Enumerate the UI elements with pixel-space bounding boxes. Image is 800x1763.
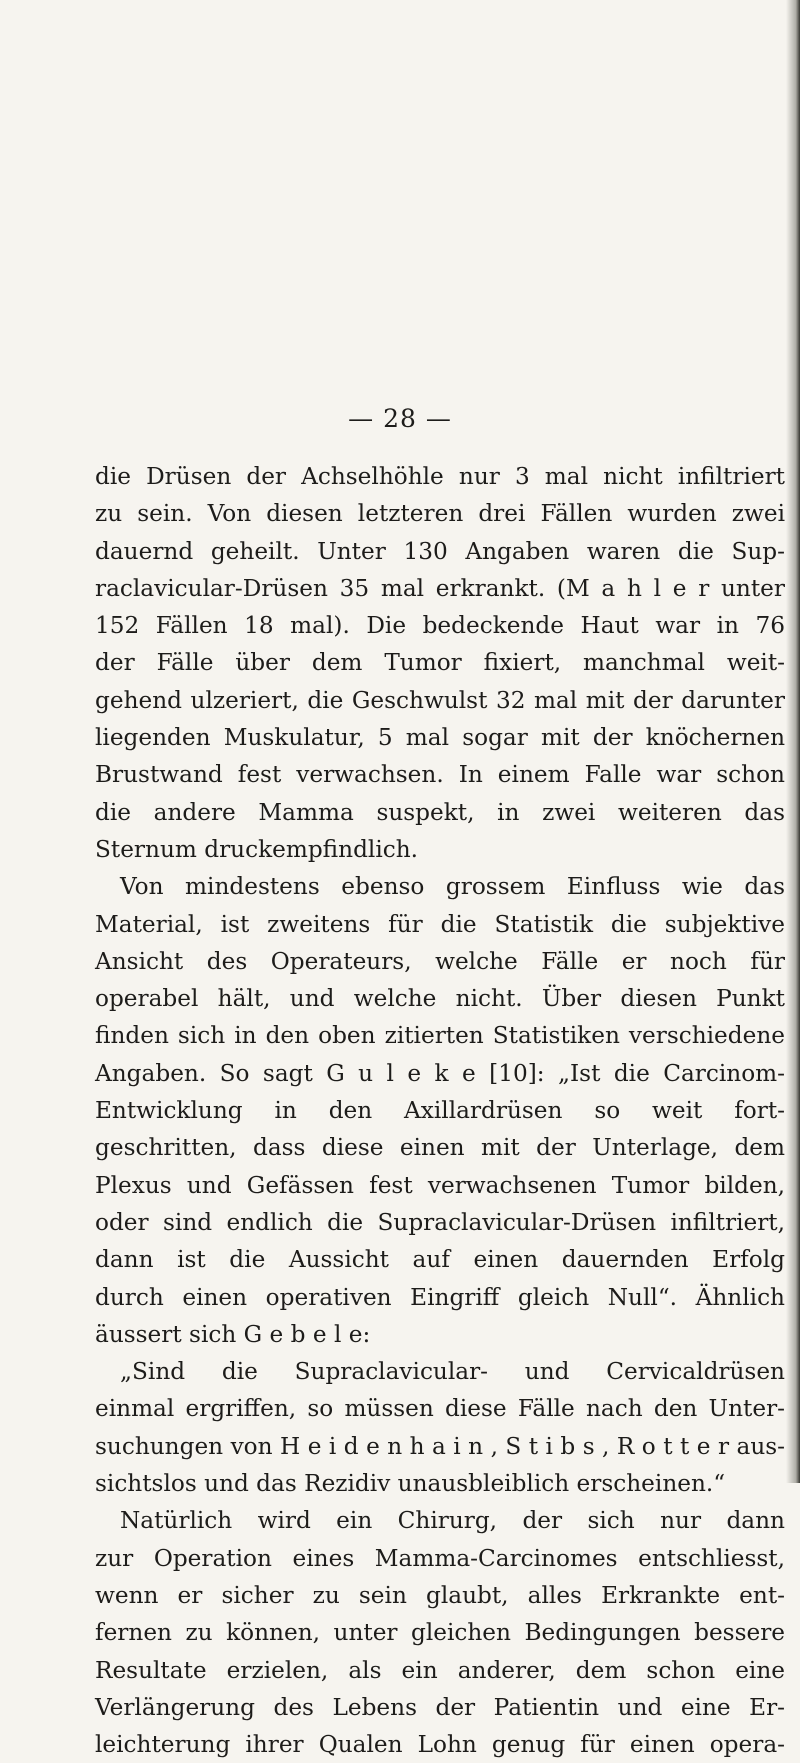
text-line: die Drüsen der Achselhöhle nur 3 mal nicht infiltriert	[95, 463, 785, 490]
text-line: die andere Mamma suspekt, in zwei weiteren das	[95, 798, 785, 826]
text-line: raclavicular-Drüsen 35 mal erkrankt. (M a h l e r unter	[95, 574, 785, 602]
text-line: dann ist die Aussicht auf einen dauernden Erfolg	[95, 1246, 785, 1274]
text-line: liegenden Muskulatur, 5 mal sogar mit der knöchernen	[95, 724, 785, 752]
text-line: fernen zu können, unter gleichen Bedingungen bessere	[95, 1619, 785, 1647]
text-line: sichtslos und das Rezidiv unausbleiblich erscheinen.“	[95, 1470, 726, 1498]
text-line: dauernd geheilt. Unter 130 Angaben waren die Sup-	[95, 537, 785, 565]
text-line: zu sein. Von diesen letzteren drei Fällen wurden zwei	[95, 500, 785, 528]
text-line: Material, ist zweitens für die Statistik die subjektive	[95, 910, 785, 938]
text-line: gehend ulzeriert, die Geschwulst 32 mal mit der darunter	[95, 686, 785, 714]
body-text	[95, 458, 785, 1763]
text-line: finden sich in den oben zitierten Statistiken verschiedene	[95, 1022, 785, 1050]
text-line: 152 Fällen 18 mal). Die bedeckende Haut war in 76	[95, 612, 785, 640]
text-line: Resultate erzielen, als ein anderer, dem schon eine	[95, 1656, 785, 1684]
text-line: durch einen operativen Eingriff gleich Null“. Ähnlich	[95, 1283, 785, 1311]
text-line: leichterung ihrer Qualen Lohn genug für einen opera-	[95, 1731, 785, 1759]
page-edge-shadow	[786, 0, 800, 1483]
text-line: geschritten, dass diese einen mit der Unterlage, dem	[95, 1134, 785, 1162]
text-line: äussert sich G e b e l e:	[95, 1320, 371, 1348]
page-number: — 28 —	[348, 404, 452, 433]
text-line: Plexus und Gefässen fest verwachsenen Tumor bilden,	[95, 1171, 785, 1199]
text-line: Von mindestens ebenso grossem Einfluss wie das	[120, 873, 785, 901]
text-line: Natürlich wird ein Chirurg, der sich nur dann	[120, 1507, 785, 1535]
text-line: Ansicht des Operateurs, welche Fälle er noch für	[95, 947, 785, 975]
text-line: „Sind die Supraclavicular- und Cervicaldrüsen	[120, 1358, 785, 1386]
text-line: wenn er sicher zu sein glaubt, alles Erkrankte ent-	[95, 1581, 785, 1609]
text-line: Verlängerung des Lebens der Patientin und eine Er-	[95, 1693, 785, 1721]
text-line: Sternum druckempfindlich.	[95, 835, 419, 863]
text-line: suchungen von H e i d e n h a i n , S t i b s , R o t t e r aus-	[95, 1432, 785, 1460]
text-line: einmal ergriffen, so müssen diese Fälle nach den Unter-	[95, 1395, 785, 1423]
text-line: operabel hält, und welche nicht. Über diesen Punkt	[95, 985, 785, 1013]
text-line: der Fälle über dem Tumor fixiert, manchmal weit-	[95, 649, 785, 677]
text-line: zur Operation eines Mamma-Carcinomes entschliesst,	[95, 1544, 785, 1572]
text-line: Brustwand fest verwachsen. In einem Falle war schon	[95, 761, 785, 789]
text-line: oder sind endlich die Supraclavicular-Drüsen infiltriert,	[95, 1208, 785, 1236]
text-line: Angaben. So sagt G u l e k e [10]: „Ist die Carcinom-	[95, 1059, 785, 1087]
text-line: Entwicklung in den Axillardrüsen so weit fort-	[95, 1097, 785, 1125]
